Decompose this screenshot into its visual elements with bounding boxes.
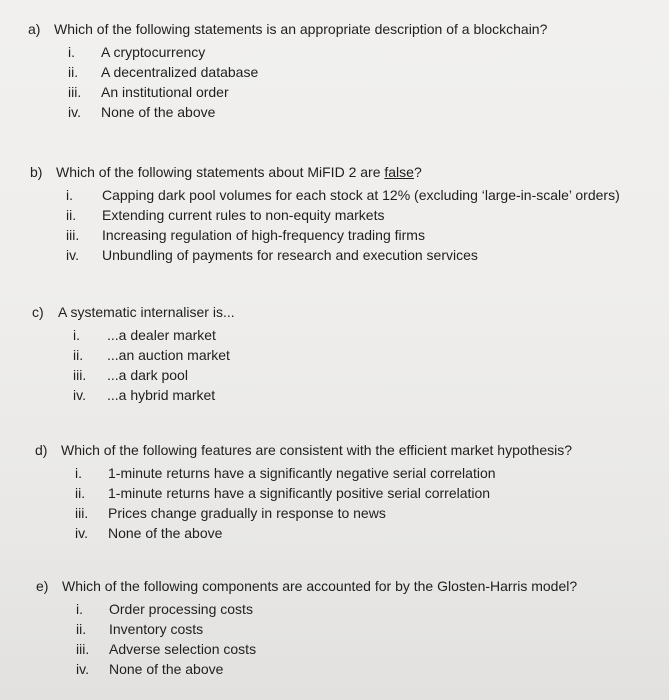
option-number: iii. <box>76 641 90 657</box>
question-b <box>30 163 620 265</box>
option-list <box>30 185 620 265</box>
option-text: ...a hybrid market <box>107 387 216 403</box>
question-header <box>35 441 572 459</box>
option-number: iii. <box>73 367 87 383</box>
question-text: Which of the following components are accounted for by the Glosten-Harris model? <box>62 578 578 594</box>
question-e <box>36 577 577 679</box>
option-text: Inventory costs <box>109 621 204 637</box>
option-number: iii. <box>75 505 89 521</box>
question-header <box>36 577 577 595</box>
question-text: Which of the following statements is an appropriate description of a blockchain? <box>54 21 548 37</box>
question-text-after: ? <box>413 164 422 180</box>
question-header <box>32 303 235 321</box>
question-a <box>28 20 547 122</box>
option-text: ...a dark pool <box>107 367 188 383</box>
option-item <box>35 503 572 523</box>
option-text: Adverse selection costs <box>109 641 257 657</box>
option-item <box>32 345 235 365</box>
option-item <box>28 42 547 62</box>
question-header <box>30 163 620 181</box>
option-item <box>35 523 572 543</box>
option-item <box>32 325 235 345</box>
option-text: A cryptocurrency <box>101 44 206 60</box>
question-letter: d) <box>35 442 48 458</box>
question-d <box>35 441 572 543</box>
option-number: iv. <box>75 525 88 541</box>
option-item <box>30 245 620 265</box>
option-item <box>30 225 620 245</box>
option-text: Prices change gradually in response to news <box>108 505 386 521</box>
option-item <box>35 483 572 503</box>
option-list <box>35 463 572 543</box>
option-text: ...a dealer market <box>107 327 216 343</box>
option-number: ii. <box>66 207 77 223</box>
option-text: ...an auction market <box>107 347 230 363</box>
option-item <box>36 619 577 639</box>
option-list <box>36 599 577 679</box>
question-text-before: Which of the following statements about MiFID 2 are <box>56 164 385 180</box>
option-number: i. <box>68 44 75 60</box>
question-letter: a) <box>28 21 41 37</box>
option-number: iv. <box>76 661 89 677</box>
question-c <box>32 303 235 405</box>
question-text: A systematic internaliser is... <box>58 304 235 320</box>
option-text: None of the above <box>108 525 223 541</box>
option-number: ii. <box>73 347 84 363</box>
option-number: iv. <box>68 104 81 120</box>
option-item <box>32 365 235 385</box>
option-number: i. <box>75 465 82 481</box>
option-number: i. <box>73 327 80 343</box>
option-item <box>35 463 572 483</box>
option-number: ii. <box>68 64 79 80</box>
option-number: ii. <box>75 485 86 501</box>
option-number: iv. <box>73 387 86 403</box>
option-text: None of the above <box>101 104 216 120</box>
question-header <box>28 20 547 38</box>
option-text: Increasing regulation of high-frequency trading firms <box>102 227 425 243</box>
option-item <box>36 639 577 659</box>
option-text: Order processing costs <box>109 601 253 617</box>
question-text-underlined: false <box>384 164 414 180</box>
question-letter: e) <box>36 578 49 594</box>
option-text: Unbundling of payments for research and execution services <box>102 247 478 263</box>
option-number: ii. <box>76 621 87 637</box>
option-item <box>28 62 547 82</box>
option-item <box>36 599 577 619</box>
option-text: An institutional order <box>101 84 229 100</box>
option-list <box>32 325 235 405</box>
option-text: Extending current rules to non-equity markets <box>102 207 385 223</box>
option-item <box>28 82 547 102</box>
option-number: iii. <box>66 227 80 243</box>
option-text: None of the above <box>109 661 224 677</box>
option-item <box>32 385 235 405</box>
question-text <box>56 163 422 181</box>
option-item <box>30 185 620 205</box>
option-number: iv. <box>66 247 79 263</box>
option-number: iii. <box>68 84 82 100</box>
option-text: 1-minute returns have a significantly positive serial correlation <box>108 485 491 501</box>
option-list <box>28 42 547 122</box>
option-item <box>36 659 577 679</box>
question-letter: b) <box>30 164 43 180</box>
question-letter: c) <box>32 304 44 320</box>
option-number: i. <box>66 187 73 203</box>
option-text: A decentralized database <box>101 64 259 80</box>
question-text: Which of the following features are consistent with the efficient market hypothesis? <box>61 442 573 458</box>
option-text: 1-minute returns have a significantly negative serial correlation <box>108 465 496 481</box>
option-item <box>28 102 547 122</box>
option-text: Capping dark pool volumes for each stock at 12% (excluding ‘large-in-scale’ orders) <box>102 187 620 203</box>
option-item <box>30 205 620 225</box>
option-number: i. <box>76 601 83 617</box>
